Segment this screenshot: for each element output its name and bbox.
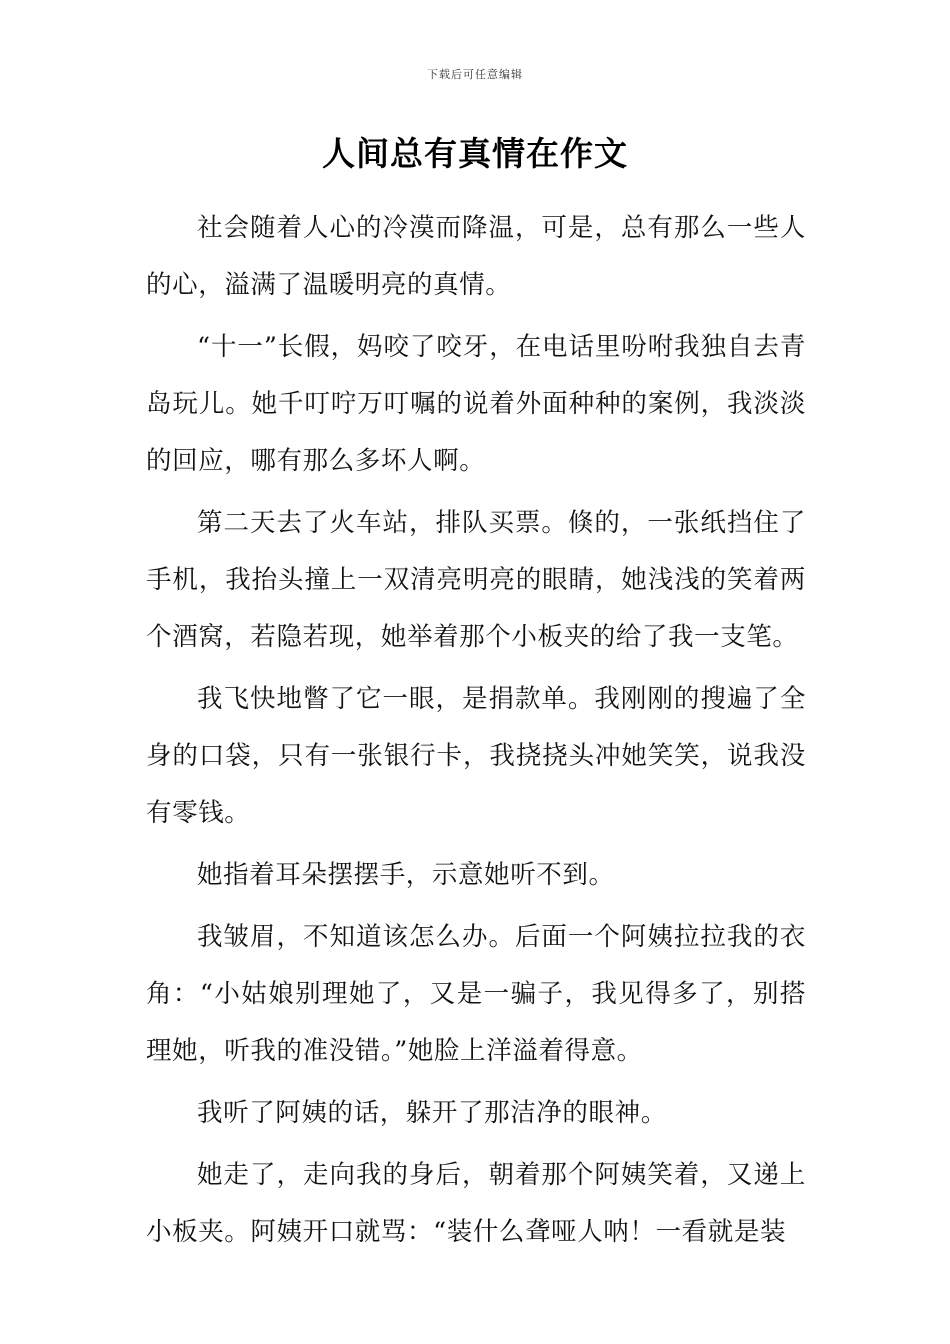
document-title: 人间总有真情在作文: [322, 134, 628, 173]
header-note: 下载后可任意编辑: [427, 68, 523, 81]
paragraph: 社会随着人心的冷漠而降温，可是，总有那么一些人的心，溢满了温暖明亮的真情。: [146, 213, 806, 300]
paragraph: 我飞快地瞥了它一眼，是捐款单。我刚刚的搜遍了全身的口袋，只有一张银行卡，我挠挠头冲她笑笑，说我没有零钱。: [146, 684, 806, 828]
paragraph: 她走了，走向我的身后，朝着那个阿姨笑着，又递上小板夹。阿姨开口就骂：“装什么聋哑人呐！一看就是装: [146, 1160, 806, 1247]
paragraph: 第二天去了火车站，排队买票。倏的，一张纸挡住了手机，我抬头撞上一双清亮明亮的眼睛，她浅浅的笑着两个酒窝，若隐若现，她举着那个小板夹的给了我一支笔。: [146, 508, 806, 652]
document-body: [146, 200, 806, 1266]
paragraph: “十一”长假，妈咬了咬牙，在电话里吩咐我独自去青岛玩儿。她千叮咛万叮嘱的说着外面种种的案例，我淡淡的回应，哪有那么多坏人啊。: [146, 332, 806, 476]
paragraph: 她指着耳朵摆摆手，示意她听不到。: [197, 860, 615, 890]
paragraph: 我皱眉，不知道该怎么办。后面一个阿姨拉拉我的衣角：“小姑娘别理她了，又是一骗子，我见得多了，别搭理她，听我的准没错。”她脸上洋溢着得意。: [146, 922, 806, 1066]
paragraph: 我听了阿姨的话，躲开了那洁净的眼神。: [197, 1098, 667, 1128]
